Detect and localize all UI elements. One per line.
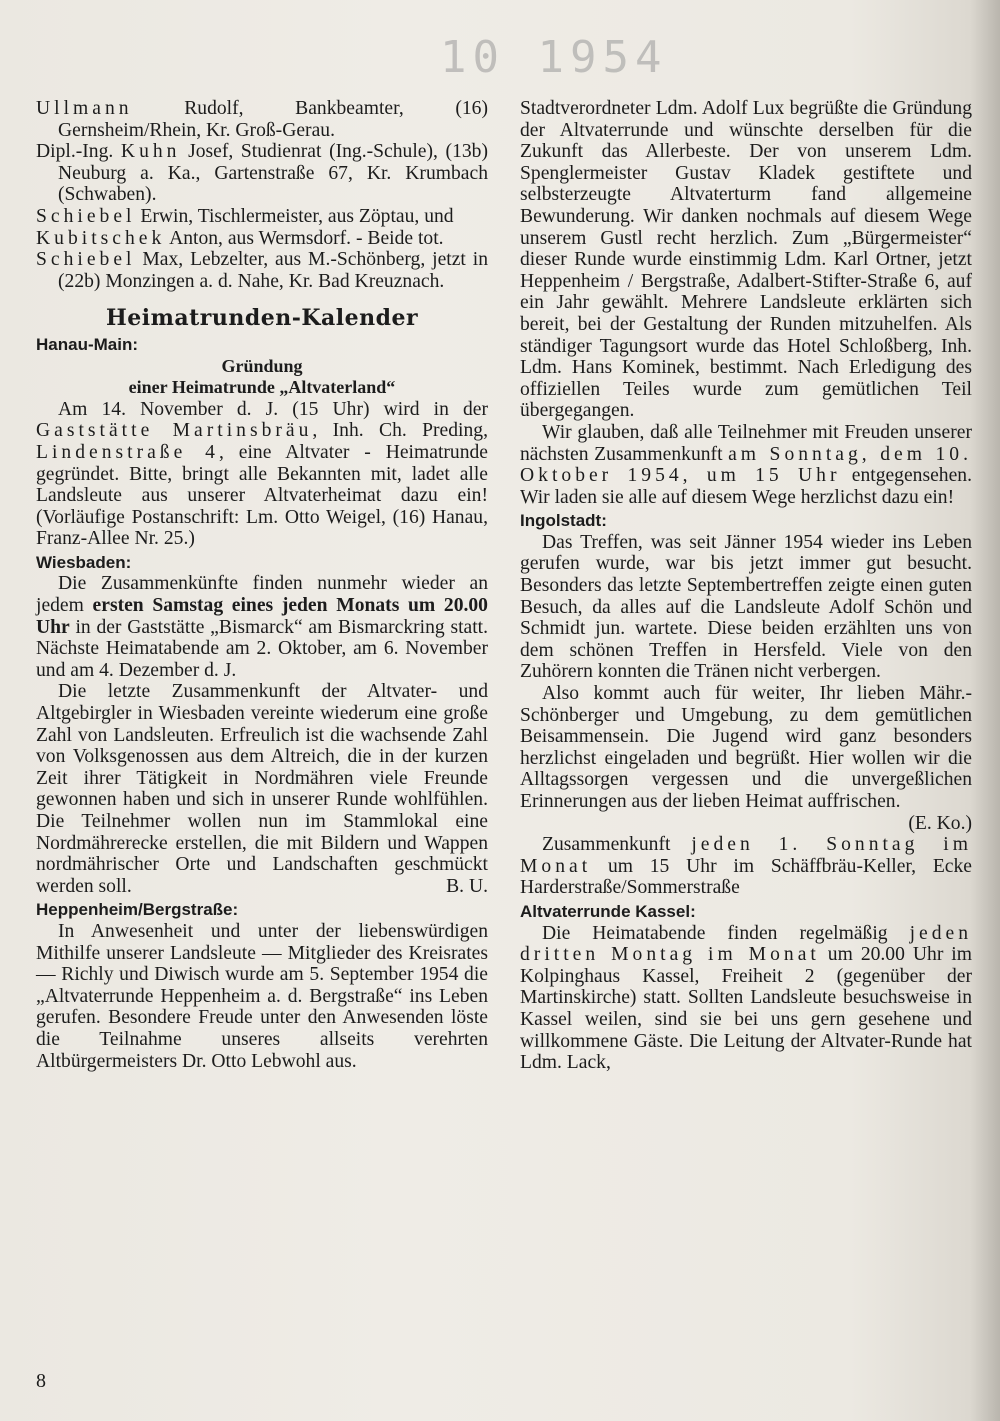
article-title: Gründung	[221, 355, 303, 376]
section-heading-kassel: Altvaterrunde Kassel:	[520, 901, 696, 921]
paragraph: In Anwesenheit und unter der liebenswürdigen Mithilfe unserer Landsleute — Mitglieder des Kreisrates — Richly und Diwisch wurde am 5. September 1954 die „Altvaterrunde Heppenheim a. d. Bergstraße“ ins Leben gerufen. Besondere Freude unter den Anwesenden löste die Teilnahme unseres allseits verehrten Altbürgermeisters Dr. Otto Lebwohl aus.	[36, 920, 488, 1072]
obituary-entry: Schiebel Max, Lebzelter, aus M.-Schönberg, jetzt in (22b) Monzingen a. d. Nahe, Kr. Bad Kreuznach.	[36, 249, 488, 292]
obituary-entry: Kubitschek Anton, aus Wermsdorf. - Beide tot.	[36, 227, 444, 249]
paragraph: Also kommt auch für weiter, Ihr lieben Mähr.-Schönberger und Umgebung, zu dem gemütlichen Beisammensein. Die Jugend wird ganz besonders herzlichst eingeladen und begrüßt. Hier wollen wir die Alltagssorgen vergessen und die unvergeßlichen Erinnerungen aus der lieben Heimat auffrischen. (E. Ko.)	[520, 683, 972, 834]
paragraph: Die letzte Zusammenkunft der Altvater- und Altgebirgler in Wiesbaden vereinte wiederum eine große Zahl von Landsleuten. Erfreulich ist die wachsende Zahl von Volksgenossen aus dem Altreich, die in der kurzen Zeit ihrer Tätigkeit in Nordmähren viele Freunde gewonnen haben und sich in unserer Runde wohlfühlen. Die Teilnehmer wollen nun im Stammlokal eine Nordmährerecke erstellen, die mit Bildern und Wappen nordmährischer Orte und Landschaften geschmückt werden soll. B. U.	[36, 681, 488, 897]
obituary-entry: Schiebel Erwin, Tischlermeister, aus Zöptau, und	[36, 205, 454, 227]
paragraph: Stadtverordneter Ldm. Adolf Lux begrüßte die Gründung der Altvaterrunde und wünschte derselben für die Zukunft das Allerbeste. Der von unserem Ldm. Spenglermeister Gustav Kladek gestiftete und selbsterzeugte Altvaterturm fand allgemeine Bewunderung. Wir danken nochmals auf diesem Wege unserem Gustl recht herzlich. Zum „Bürgermeister“ dieser Runde wurde einstimmig Ldm. Karl Ortner, jetzt Heppenheim / Bergstraße, Adalbert-Stifter-Straße 6, auf ein Jahr gewählt. Mehrere Landsleute erklärten sich bereit, bei der Gestaltung der Runden mitzuhelfen. Als ständiger Tagungsort wurde das Hotel Schloßberg, Inh. Ldm. Hans Kominek, bestimmt. Nach Erledigung des offiziellen Teiles wurde zum gemütlichen Teil übergegangen.	[520, 98, 972, 422]
right-column	[520, 98, 972, 1074]
paragraph: Die Zusammenkünfte finden nunmehr wieder an jedem ersten Samstag eines jeden Monats um 20.00 Uhr in der Gaststätte „Bismarck“ am Bismarckring statt. Nächste Heimatabende am 2. Oktober, am 6. November und am 4. Dezember d. J.	[36, 573, 488, 681]
article-subtitle: einer Heimatrunde „Altvaterland“	[128, 377, 396, 398]
section-heading-hanau: Hanau-Main:	[36, 334, 138, 354]
section-heading-ingolstadt: Ingolstadt:	[520, 511, 607, 531]
section-heading-heppenheim: Heppenheim/Bergstraße:	[36, 900, 239, 920]
obituary-entry: Dipl.-Ing. Kuhn Josef, Studienrat (Ing.-Schule), (13b) Neuburg a. Ka., Gartenstraße 67, Kr. Krumbach (Schwaben).	[36, 141, 488, 206]
date-stamp: 10 1954	[440, 32, 668, 83]
section-heading-wiesbaden: Wiesbaden:	[36, 552, 132, 572]
paragraph: Das Treffen, was seit Jänner 1954 wieder ins Leben gerufen wurde, war bis jetzt immer gut besucht. Besonders das letzte Septembertreffen zeigte einen guten Besuch, da alles auf die Landsleute Adolf Schön und Schmidt jun. wartete. Diese beiden erzählten uns von dem schönen Treffen in Hersfeld. Viele von den Zuhörern konnten die Tränen nicht verbergen.	[520, 531, 972, 683]
left-column	[36, 98, 488, 1072]
author-initials: (E. Ko.)	[908, 812, 972, 834]
calendar-heading: Heimatrunden-Kalender	[105, 305, 419, 332]
paragraph: Am 14. November d. J. (15 Uhr) wird in der Gaststätte Martinsbräu, Inh. Ch. Preding, Lindenstraße 4, eine Altvater - Heimatrunde gegründet. Bitte, bringt alle Bekannten mit, ladet alle Landsleute aus unserer Altvaterheimat dazu ein! (Vorläufige Postanschrift: Lm. Otto Weigel, (16) Hanau, Franz-Allee Nr. 25.)	[36, 398, 488, 550]
paragraph: Wir glauben, daß alle Teilnehmer mit Freuden unserer nächsten Zusammenkunft am Sonntag, dem 10. Oktober 1954, um 15 Uhr entgegensehen. Wir laden sie alle auf diesem Wege herzlichst dazu ein!	[520, 421, 972, 508]
paragraph: Zusammenkunft jeden 1. Sonntag im Monat um 15 Uhr im Schäffbräu-Keller, Ecke Harderstraße/Sommerstraße	[520, 834, 972, 899]
author-initials: B. U.	[446, 875, 488, 897]
obituary-entry: Ullmann Rudolf, Bankbeamter, (16) Gernsheim/Rhein, Kr. Groß-Gerau.	[36, 98, 488, 141]
paragraph: Die Heimatabende finden regelmäßig jeden dritten Montag im Monat um 20.00 Uhr im Kolpinghaus Kassel, Freiheit 2 (gegenüber der Martinskirche) statt. Sollten Landsleute besuchsweise in Kassel weilen, sind sie bei uns gern gesehene und willkommene Gäste. Die Leitung der Altvater-Runde hat Ldm. Lack,	[520, 922, 972, 1074]
page-number: 8	[36, 1370, 46, 1392]
